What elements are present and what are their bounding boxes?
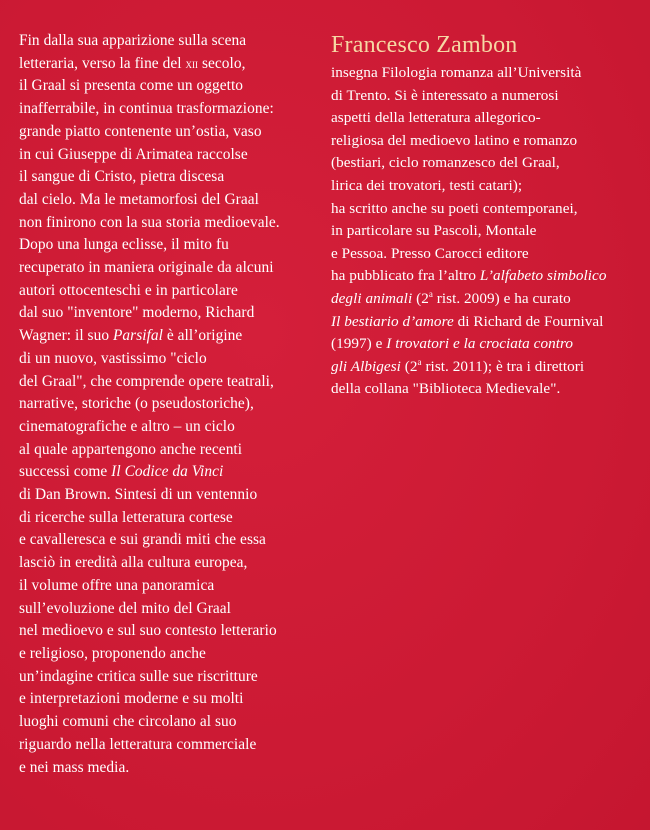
left-text-line [19,212,324,235]
left-text-line [19,552,324,575]
text-run: e nei mass media. [19,758,130,776]
text-run: rist. 2011); è tra i direttori [421,357,585,375]
author-bio [331,30,641,401]
text-run: e Pessoa. Presso Carocci editore [331,244,529,262]
left-text-line [19,189,324,212]
italic-title: gli Albigesi [331,357,401,375]
text-run: Fin dalla sua apparizione sulla scena [19,32,247,49]
left-text-line [19,484,324,507]
right-text-line [331,130,641,153]
left-text-line [19,53,324,76]
author-name: Francesco Zambon [331,32,518,58]
right-text-line [331,311,641,334]
text-run: di Trento. Si è interessato a numerosi [331,86,559,104]
left-text-line [19,711,324,734]
text-run: di un nuovo, vastissimo "ciclo [19,349,207,367]
left-text-line [19,257,324,280]
left-text-line [19,734,324,757]
right-text-line [331,85,641,108]
right-text-line [331,243,641,266]
text-run: grande piatto contenente un’ostia, vaso [19,122,262,140]
text-run: cinematografiche e altro – un ciclo [19,417,235,435]
left-text-line [19,575,324,598]
left-text-line [19,507,324,530]
left-text-line [19,144,324,167]
text-run: ha pubblicato fra l’altro [331,267,480,285]
left-text-line [19,234,324,257]
left-text-line [19,666,324,689]
text-run: Wagner: il suo [19,327,113,345]
text-run: del Graal", che comprende opere teatrali, [19,372,274,390]
text-run: insegna Filologia romanza all’Università [331,64,582,81]
right-text-line [331,333,641,356]
italic-title: degli animali [331,289,413,307]
text-run: in particolare su Pascoli, Montale [331,222,537,240]
text-run: recuperato in maniera originale da alcuni [19,259,274,277]
left-text-line [19,643,324,666]
italic-title: L’alfabeto simbolico [479,267,607,285]
right-text-line [331,107,641,130]
left-text-line [19,280,324,303]
text-run: di Dan Brown. Sintesi di un ventennio [19,486,258,504]
text-run: religiosa del medioevo latino e romanzo [331,131,578,149]
text-run: e interpretazioni moderne e su molti [19,690,244,708]
text-run: il volume offre una panoramica [19,576,215,594]
text-run: un’indagine critica sulle sue riscritture [19,667,258,685]
text-run: aspetti della letteratura allegorico- [331,109,541,127]
text-run: è all’origine [162,327,243,345]
left-text-line [19,121,324,144]
author-bio-text [331,62,641,401]
text-run: nel medioevo e sul suo contesto letterario [19,622,277,640]
book-synopsis [19,30,324,779]
text-run: il Graal si presenta come un oggetto [19,77,244,95]
italic-title: Il bestiario d’amore [331,312,454,330]
right-text-line [331,220,641,243]
left-text-line [19,598,324,621]
left-text-line [19,757,324,780]
text-run: autori ottocenteschi e in particolare [19,281,238,299]
text-run: Dopo una lunga eclisse, il mito fu [19,236,229,254]
text-run: (bestiari, ciclo romanzesco del Graal, [331,154,560,172]
text-run: il sangue di Cristo, pietra discesa [19,168,225,186]
left-text-line [19,166,324,189]
right-text-line [331,152,641,175]
left-text-line [19,325,324,348]
text-run: letteraria, verso la fine del [19,54,186,72]
roman-numeral: xii [185,55,199,71]
text-run: lasciò in eredità alla cultura europea, [19,554,248,572]
text-run: riguardo nella letteratura commerciale [19,735,257,753]
text-run: dal cielo. Ma le metamorfosi del Graal [19,190,259,208]
right-text-line [331,288,641,311]
italic-title: Il Codice da Vinci [111,463,224,481]
text-run: sull’evoluzione del mito del Graal [19,599,231,617]
left-text-line [19,302,324,325]
left-text-line [19,30,324,53]
superscript: a [417,356,422,367]
left-text-line [19,371,324,394]
italic-title: I trovatori e la crociata contro [386,335,574,353]
right-text-line [331,198,641,221]
left-text-line [19,461,324,484]
text-run: narrative, storiche (o pseudostoriche), [19,395,254,413]
text-run: di Richard de Fournival [453,312,604,330]
text-run: e religioso, proponendo anche [19,644,206,662]
right-text-line [331,378,641,401]
text-run: della collana "Biblioteca Medievale". [331,380,561,398]
superscript: a [428,288,433,299]
right-text-line [331,175,641,198]
left-text-line [19,348,324,371]
right-text-line [331,62,641,85]
right-text-line [331,265,641,288]
left-text-line [19,620,324,643]
text-run: luoghi comuni che circolano al suo [19,713,237,731]
left-text-line [19,529,324,552]
text-run: al quale appartengono anche recenti [19,440,243,458]
text-run: rist. 2009) e ha curato [432,289,571,307]
text-run: lirica dei trovatori, testi catari); [331,176,523,194]
text-run: secolo, [198,54,246,72]
text-run: (1997) e [331,335,387,353]
left-text-line [19,688,324,711]
text-run: (2 [400,357,418,375]
left-text-line [19,75,324,98]
text-run: in cui Giuseppe di Arimatea raccolse [19,145,248,163]
left-text-line [19,416,324,439]
left-text-line [19,393,324,416]
text-run: dal suo "inventore" moderno, Richard [19,304,255,322]
left-text-line [19,98,324,121]
text-run: inafferrabile, in continua trasformazione: [19,100,274,118]
right-text-line [331,356,641,379]
italic-title: Parsifal [112,327,163,345]
left-text-line [19,439,324,462]
text-run: di ricerche sulla letteratura cortese [19,508,233,526]
text-run: (2 [412,289,429,307]
text-run: non finirono con la sua storia medioevale. [19,213,280,231]
text-run: successi come [19,463,112,481]
text-run: ha scritto anche su poeti contemporanei, [331,199,578,217]
text-run: e cavalleresca e sui grandi miti che essa [19,531,266,549]
